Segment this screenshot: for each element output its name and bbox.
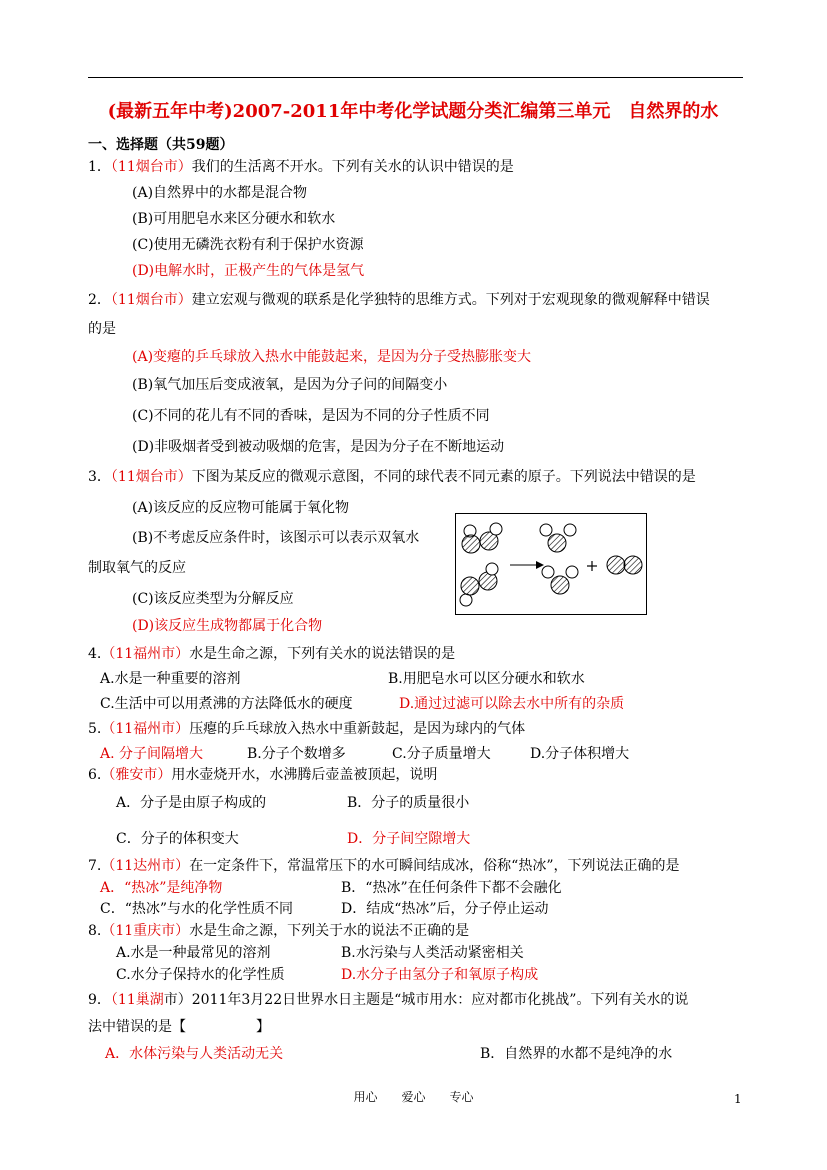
source-tag: （雅安市） bbox=[101, 767, 172, 783]
option: C.生活中可以用煮沸的方法降低水的硬度 bbox=[100, 696, 353, 712]
page-footer: 用心 爱心 专心 bbox=[353, 1090, 474, 1104]
source-tag: （11福州市） bbox=[101, 721, 190, 737]
arrow-icon bbox=[510, 561, 544, 569]
question-2: 2．（11烟台市）建立宏观与微观的联系是化学独特的思维方式。下列对于宏观现象的微观解释中错误 bbox=[88, 292, 710, 308]
answer-option: (A)变瘪的乒乓球放入热水中能鼓起来，是因为分子受热膨胀变大 bbox=[132, 349, 532, 365]
reaction-diagram-svg bbox=[456, 514, 646, 614]
option: C.水分子保持水的化学性质 bbox=[116, 967, 285, 983]
option: B.水污染与人类活动紧密相关 bbox=[341, 945, 524, 961]
source-tag: （11达州市） bbox=[101, 858, 190, 874]
section-heading: 一、选择题（共59题） bbox=[88, 137, 234, 153]
source-tag: （11重庆市） bbox=[101, 923, 190, 939]
option: C.分子质量增大 bbox=[392, 746, 491, 762]
option: (B)可用肥皂水来区分硬水和软水 bbox=[132, 211, 336, 227]
source-tag: （11烟台市） bbox=[110, 469, 192, 485]
question-9: 9．（11巢湖市）2011年3月22日世界水日主题是“城市用水：应对都市化挑战”。下列有关水的说 bbox=[88, 992, 689, 1008]
option: B．分子的质量很小 bbox=[347, 795, 470, 811]
option: (B)氧气加压后变成液氧，是因为分子问的间隔变小 bbox=[132, 377, 448, 393]
reactant-molecule bbox=[460, 563, 498, 606]
option: C．分子的体积变大 bbox=[116, 831, 239, 847]
option: (B)不考虑反应条件时，该图示可以表示双氧水 bbox=[132, 530, 420, 546]
source-tag: （11巢湖 bbox=[110, 992, 164, 1008]
option: (C)该反应类型为分解反应 bbox=[132, 591, 294, 607]
answer-option: A．“热冰”是纯净物 bbox=[100, 880, 223, 896]
option: D.分子体积增大 bbox=[530, 746, 630, 762]
question-8: 8.（11重庆市）水是生命之源，下列关于水的说法不正确的是 bbox=[88, 923, 470, 939]
answer-option: A．水体污染与人类活动无关 bbox=[105, 1046, 284, 1062]
page-title: (最新五年中考)2007-2011年中考化学试题分类汇编第三单元 自然界的水 bbox=[107, 101, 719, 122]
option: A．分子是由原子构成的 bbox=[116, 795, 267, 811]
source-tag: （11烟台市） bbox=[110, 159, 192, 175]
question-4: 4.（11福州市）水是生命之源，下列有关水的说法错误的是 bbox=[88, 646, 456, 662]
answer-option: (D)电解水时，正极产生的气体是氢气 bbox=[132, 263, 365, 279]
option: B．“热冰”在任何条件下都不会融化 bbox=[341, 880, 562, 896]
question-6: 6.（雅安市）用水壶烧开水，水沸腾后壶盖被顶起，说明 bbox=[88, 767, 438, 783]
question-1: 1．（11烟台市）我们的生活离不开水。下列有关水的认识中错误的是 bbox=[88, 159, 514, 175]
question-5: 5.（11福州市）压瘪的乒乓球放入热水中重新鼓起，是因为球内的气体 bbox=[88, 721, 526, 737]
option: (C)不同的花儿有不同的香味，是因为不同的分子性质不同 bbox=[132, 408, 490, 424]
option: (C)使用无磷洗衣粉有利于保护水资源 bbox=[132, 237, 364, 253]
answer-option: D.通过过滤可以除去水中所有的杂质 bbox=[399, 696, 625, 712]
option: (A)自然界中的水都是混合物 bbox=[132, 185, 308, 201]
answer-option: D．分子间空隙增大 bbox=[347, 831, 471, 847]
product-molecule bbox=[540, 524, 576, 552]
option: A.水是一种重要的溶剂 bbox=[100, 671, 241, 687]
source-tag: （11烟台市） bbox=[110, 292, 192, 308]
option: B．自然界的水都不是纯净的水 bbox=[480, 1046, 673, 1062]
page-number: 1 bbox=[734, 1092, 742, 1106]
option: D．结成“热冰”后，分子停止运动 bbox=[341, 901, 549, 917]
question-2-cont: 的是 bbox=[88, 321, 116, 337]
option: B.分子个数增多 bbox=[247, 746, 346, 762]
option: C．“热冰”与水的化学性质不同 bbox=[100, 901, 294, 917]
question-9-cont: 法中错误的是【 】 bbox=[88, 1019, 270, 1035]
reaction-diagram bbox=[455, 513, 647, 615]
product-molecule bbox=[607, 556, 642, 574]
question-7: 7.（11达州市）在一定条件下，常温常压下的水可瞬间结成冰，俗称“热冰”，下列说法正确的是 bbox=[88, 858, 680, 874]
answer-option: A. 分子间隔增大 bbox=[100, 746, 204, 762]
product-molecule bbox=[542, 566, 578, 594]
header-rule bbox=[88, 77, 743, 78]
option-cont: 制取氧气的反应 bbox=[88, 560, 186, 576]
question-3: 3．（11烟台市）下图为某反应的微观示意图，不同的球代表不同元素的原子。下列说法中错误的是 bbox=[88, 469, 696, 485]
answer-option: D.水分子由氢分子和氧原子构成 bbox=[341, 967, 539, 983]
option: (D)非吸烟者受到被动吸烟的危害，是因为分子在不断地运动 bbox=[132, 439, 505, 455]
source-tag: （11福州市） bbox=[101, 646, 190, 662]
option: (A)该反应的反应物可能属于氧化物 bbox=[132, 500, 350, 516]
plus-icon bbox=[587, 561, 597, 571]
answer-option: (D)该反应生成物都属于化合物 bbox=[132, 618, 323, 634]
option: B.用肥皂水可以区分硬水和软水 bbox=[388, 671, 585, 687]
option: A.水是一种最常见的溶剂 bbox=[116, 945, 271, 961]
reactant-molecule bbox=[462, 523, 502, 553]
